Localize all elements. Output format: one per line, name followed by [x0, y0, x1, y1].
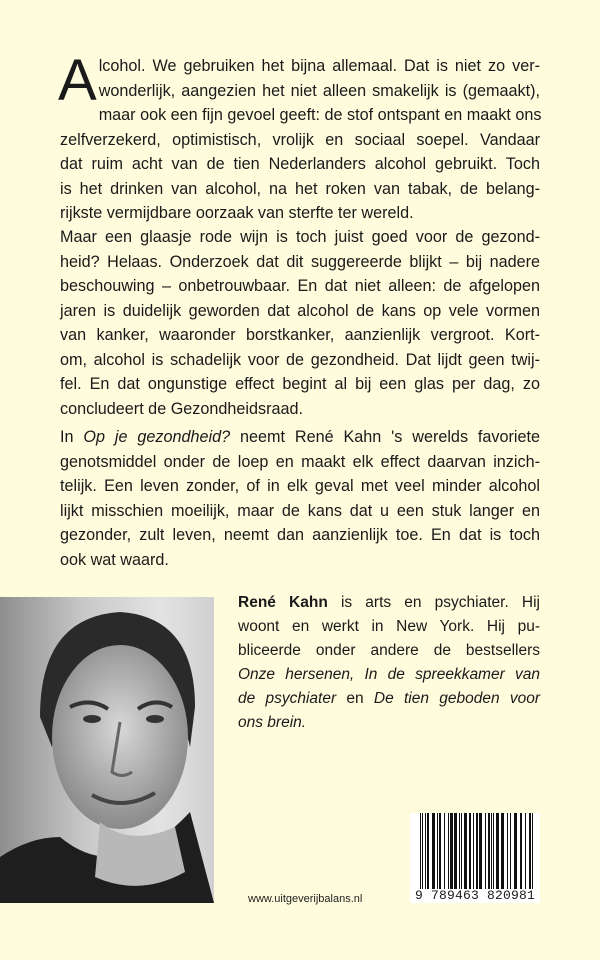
- text-line: ons brein.: [238, 714, 307, 731]
- text-line: genotsmiddel onder de loep en maakt elk effect daarvan inzich-: [60, 452, 540, 471]
- barcode-bar: [485, 813, 486, 889]
- text-line: [238, 591, 540, 615]
- text-line: telijk. Een leven zonder, of in elk geval met veel minder alcohol: [60, 477, 540, 495]
- barcode-bar: [514, 813, 517, 897]
- text-line: lcohol. We gebruiken het bijna allemaal. Dat is niet zo ver-: [98, 57, 540, 75]
- text-line: lijkt misschien moeilijk, maar de kans dat u een stuk langer en: [60, 501, 540, 520]
- barcode-bar: [448, 813, 449, 897]
- barcode-bar: [507, 813, 508, 889]
- drop-cap: A: [58, 48, 97, 113]
- text-line: gezonder, zult leven, neemt dan aanzienlijk toe. En dat is toch: [60, 526, 540, 544]
- book-title: De tien geboden voor: [373, 690, 540, 707]
- blurb-paragraph-1: [58, 48, 542, 226]
- barcode-bar: [479, 813, 482, 889]
- barcode-bar: [444, 813, 445, 889]
- barcode-bar: [510, 813, 511, 889]
- text: is arts en psychiater. Hij: [327, 594, 540, 611]
- barcode-bar: [450, 813, 453, 889]
- text-line: om, alcohol is schadelijk voor de gezondheid. Dat lijdt geen twij-: [60, 350, 540, 369]
- barcode-bar: [464, 813, 467, 889]
- barcode-bar: [501, 813, 504, 889]
- text-line: zelfverzekerd, optimistisch, vrolijk en sociaal soepel. Vandaar: [60, 130, 540, 149]
- barcode-bar: [422, 813, 423, 897]
- text-line: ook wat waard.: [60, 550, 169, 569]
- barcode-bar: [491, 813, 492, 897]
- text-line: dat ruim acht van de tien Nederlanders alcohol gebruikt. Toch: [60, 155, 540, 173]
- author-bio: [238, 591, 540, 735]
- barcode-bar: [437, 813, 438, 889]
- barcode-bar: [425, 813, 426, 897]
- barcode-bar: [469, 813, 471, 897]
- author-name: René Kahn: [238, 594, 328, 611]
- text-line: [238, 687, 540, 711]
- barcode-bar: [454, 813, 457, 889]
- barcode-bar: [530, 813, 531, 897]
- text: In: [60, 428, 84, 446]
- barcode-bar: [476, 813, 478, 889]
- barcode-bar: [520, 813, 522, 889]
- text-line: woont en werkt in New York. Hij pu-: [238, 618, 540, 635]
- publisher-url[interactable]: www.uitgeverijbalans.nl: [248, 893, 363, 905]
- blurb-paragraph-3: [60, 425, 540, 572]
- text-line: beschouwing – onbetrouwbaar. En dat niet alleen: de afgelopen: [60, 277, 540, 295]
- text-line: bliceerde onder andere de bestsellers: [238, 642, 540, 659]
- barcode-bar: [496, 813, 499, 889]
- barcode-bar: [420, 813, 421, 897]
- barcode-bar: [473, 813, 474, 889]
- isbn-number: 9 789463 820981: [410, 889, 540, 903]
- barcode-bar: [461, 813, 462, 889]
- text-line: [60, 425, 540, 450]
- barcode-bar: [525, 813, 526, 889]
- text-line: van kanker, waaronder borstkanker, aanzienlijk vergroot. Kort-: [60, 326, 540, 344]
- barcode-bar: [427, 813, 429, 889]
- author-photo: [0, 597, 214, 903]
- text-line: Onze hersenen, In de spreekkamer van: [238, 666, 540, 683]
- text-line: Maar een glaasje rode wijn is toch juist goed voor de gezond-: [60, 228, 540, 246]
- barcode-bar: [439, 813, 441, 889]
- blurb-paragraph-2: [60, 225, 540, 421]
- text-line: concludeert de Gezondheidsraad.: [60, 399, 303, 418]
- text-line: jaren is duidelijk geworden dat alcohol de kans op vele vormen: [60, 301, 540, 320]
- book-title: de psychiater: [238, 690, 337, 707]
- text-line: maar ook een fijn gevoel geeft: de stof ontspant en maakt ons: [98, 106, 542, 124]
- text-line: rijkste vermijdbare oorzaak van sterfte ter wereld.: [60, 204, 414, 222]
- text-line: is het drinken van alcohol, na het roken van tabak, de belang-: [60, 179, 540, 198]
- barcode-bar: [432, 813, 435, 889]
- barcode-bar: [493, 813, 494, 889]
- text-line: fel. En dat ongunstige effect begint al bij een glas per dag, zo: [60, 375, 540, 393]
- text: neemt René Kahn 's werelds favoriete: [230, 428, 541, 446]
- barcode-bar: [459, 813, 460, 889]
- text: en: [336, 690, 374, 707]
- text-line: heid? Helaas. Onderzoek dat dit suggereerde blijkt – bij nadere: [60, 252, 540, 271]
- barcode-bar: [532, 813, 533, 897]
- author-portrait-icon: [0, 597, 214, 903]
- barcode-bar: [488, 813, 490, 889]
- book-title: Op je gezondheid?: [83, 428, 231, 446]
- text-line: wonderlijk, aangezien het niet alleen smakelijk is (gemaakt),: [98, 81, 540, 100]
